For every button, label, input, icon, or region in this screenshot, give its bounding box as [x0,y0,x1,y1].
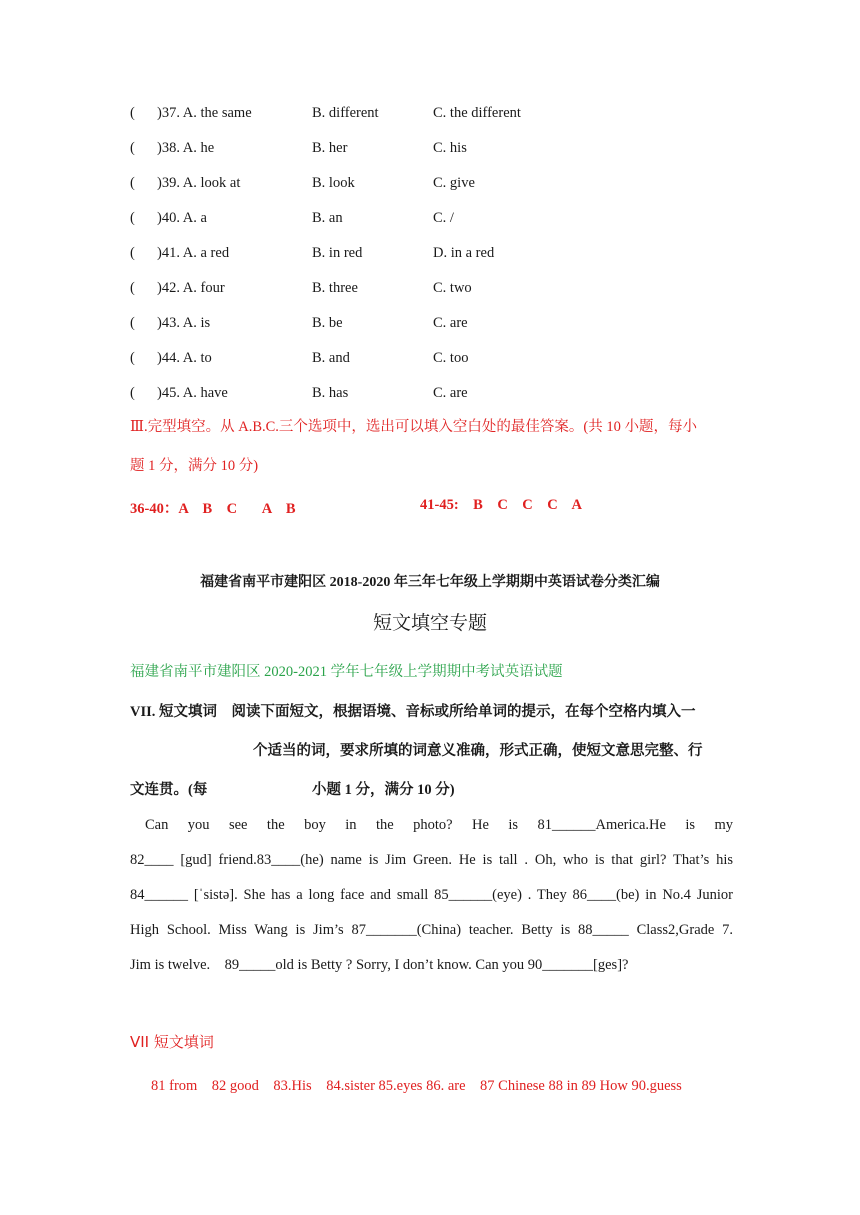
topic-title: 短文填空专题 [372,612,487,634]
passage-line: 84______ [ˈsistə]. She has a long face and small 85______(eye) . They 86____(be) in No.4 Junior [130,887,733,903]
option-row-43: ( )43. A. is B. be C. are [130,315,468,331]
option-row-45: ( )45. A. have B. has C. are [130,385,468,401]
option-row-44: ( )44. A. to B. and C. too [130,350,469,366]
passage-line: Can you see the boy in the photo? He is 81______America.He is my [145,817,733,833]
option-row-41: ( )41. A. a red B. in red D. in a red [130,245,495,261]
option-row-42: ( )42. A. four B. three C. two [130,280,472,296]
section7-instruction-line3b: 小题 1 分，满分 10 分) [312,782,455,798]
key-answers: 81 from 82 good 83.His 84.sister 85.eyes 86. are 87 Chinese 88 in 89 How 90.guess [151,1078,682,1094]
section7-instruction-line2: 个适当的词，要求所填的词意义准确，形式正确，使短文意思完整、行 [253,743,703,759]
passage-line: High School. Miss Wang is Jim’s 87_______(China) teacher. Betty is 88_____ Class2,Grade 7. [130,922,733,938]
cloze-answers-left: 36-40：A B C A B [130,501,296,517]
cloze-answers-right: 41-45: B C C C A [420,497,582,513]
option-row-40: ( )40. A. a B. an C. / [130,210,454,226]
cloze-instruction-line1: Ⅲ.完型填空。从 A.B.C.三个选项中，选出可以填入空白处的最佳答案。(共 10 小题，每小 [130,419,697,435]
option-row-37: ( )37. A. the same B. different C. the different [130,105,521,121]
compilation-title: 福建省南平市建阳区 2018-2020 年三年七年级上学期期中英语试卷分类汇编 [200,575,660,590]
section7-instruction-line3a: 文连贯。(每 [130,782,208,798]
passage-line: Jim is twelve. 89_____old is Betty ? Sorry, I don’t know. Can you 90_______[ges]? [130,957,629,973]
passage-line: 82____ [gud] friend.83____(he) name is Jim Green. He is tall . Oh, who is that girl? That’s his [130,852,733,868]
exam-source: 福建省南平市建阳区 2020-2021 学年七年级上学期期中考试英语试题 [130,664,563,680]
key-heading: VII 短文填词 [130,1033,214,1051]
cloze-instruction-line2: 题 1 分，满分 10 分) [130,458,259,474]
section7-instruction-line1: VII. 短文填词 阅读下面短文，根据语境、音标或所给单词的提示，在每个空格内填入一 [130,704,696,720]
option-row-39: ( )39. A. look at B. look C. give [130,175,475,191]
option-row-38: ( )38. A. he B. her C. his [130,140,467,156]
